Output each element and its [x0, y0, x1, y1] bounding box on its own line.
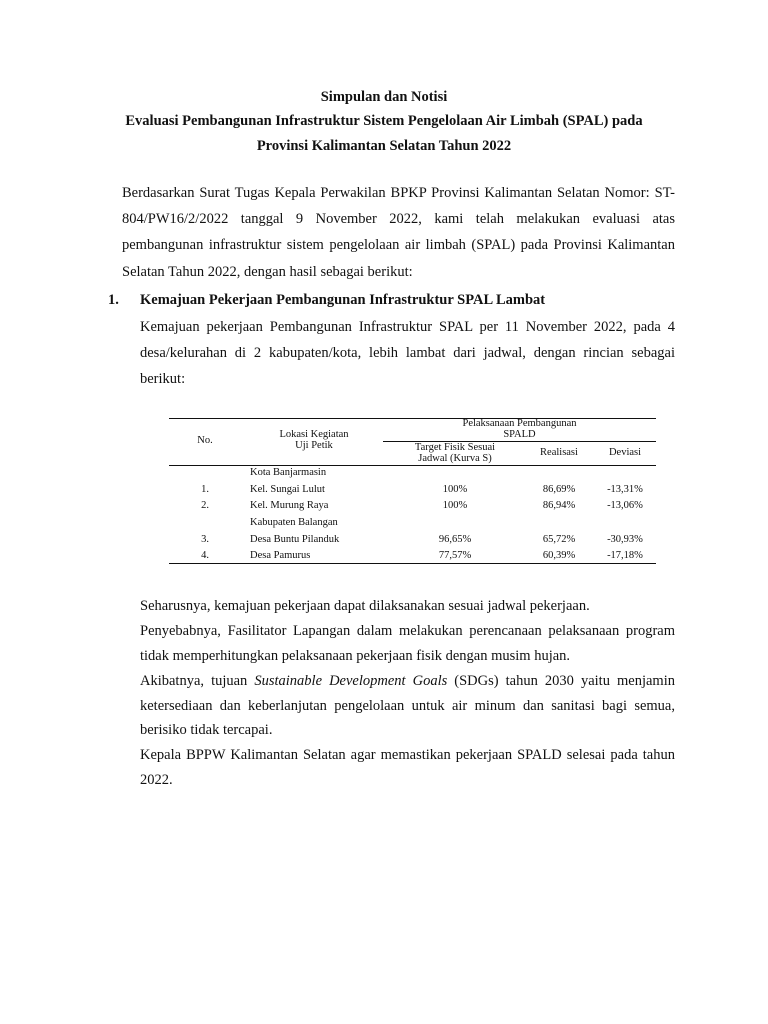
row-lokasi: Desa Buntu Pilanduk	[250, 534, 340, 545]
header-realisasi: Realisasi	[540, 447, 578, 458]
intro-paragraph: Berdasarkan Surat Tugas Kepala Perwakilan BPKP Provinsi Kalimantan Selatan Nomor: ST-804/PW16/2/2022 tanggal 9 November 2022, kami telah melakukan evaluasi atas pembangunan infrastruktur sistem pengelolaan air limbah (SPAL) pada Provinsi Kalimantan Selatan Tahun 2022, dengan hasil sebagai berikut:	[122, 185, 675, 280]
table-bottom-rule	[169, 563, 656, 564]
row-no: 1.	[201, 484, 209, 495]
header-lokasi: Lokasi Kegiatan	[279, 429, 349, 440]
note-3-start: Akibatnya, tujuan	[140, 673, 255, 689]
note-paragraph-4: Kepala BPPW Kalimantan Selatan agar memastikan pekerjaan SPALD selesai pada tahun 2022.	[140, 747, 675, 788]
row-realisasi: 86,94%	[542, 500, 576, 511]
row-no: 3.	[201, 534, 209, 545]
note-paragraph-3	[140, 669, 675, 743]
row-realisasi: 65,72%	[542, 534, 576, 545]
group-label: Kabupaten Balangan	[250, 517, 338, 528]
sdgs-term: Sustainable Development Goals	[254, 673, 448, 689]
header-deviasi: Deviasi	[608, 447, 642, 458]
row-realisasi: 86,69%	[542, 484, 576, 495]
header-pelaksanaan: Pelaksanaan Pembangunan	[462, 418, 577, 429]
document-title: Simpulan dan Notisi	[320, 89, 448, 105]
section-heading: Kemajuan Pekerjaan Pembangunan Infrastruktur SPAL Lambat	[140, 292, 546, 308]
row-deviasi: -30,93%	[607, 534, 643, 545]
row-no: 2.	[201, 500, 209, 511]
section-number: 1.	[108, 292, 119, 308]
header-lokasi-2: Uji Petik	[295, 440, 333, 451]
header-pelaksanaan-2: SPALD	[503, 429, 536, 440]
row-target: 100%	[442, 500, 468, 511]
progress-table	[169, 418, 656, 564]
row-target: 77,57%	[438, 550, 472, 561]
row-lokasi: Desa Pamurus	[250, 550, 311, 561]
header-target: Target Fisik Sesuai	[414, 442, 496, 453]
row-target: 96,65%	[438, 534, 472, 545]
document-subtitle: Evaluasi Pembangunan Infrastruktur Sistem Pengelolaan Air Limbah (SPAL) pada	[125, 113, 643, 129]
header-no: No.	[197, 435, 213, 446]
section-body: Kemajuan pekerjaan Pembangunan Infrastruktur SPAL per 11 November 2022, pada 4 desa/kelurahan di 2 kabupaten/kota, lebih lambat dari jadwal, dengan rincian sebagai berikut:	[140, 319, 675, 388]
note-3-end: (SDGs) tahun 2030 yaitu menjamin ketersediaan dan keberlanjutan pengelolaan untuk air minum dan sanitasi bagi semua, berisiko tidak tercapai.	[140, 673, 675, 738]
row-lokasi: Kel. Sungai Lulut	[250, 484, 325, 495]
note-paragraph-1: Seharusnya, kemajuan pekerjaan dapat dilaksanakan sesuai jadwal pekerjaan.	[140, 598, 590, 614]
note-paragraph-2: Penyebabnya, Fasilitator Lapangan dalam melakukan perencanaan pelaksanaan program tidak memperhitungkan pelaksanaan pekerjaan fisik dengan musim hujan.	[140, 623, 675, 664]
row-deviasi: -13,06%	[607, 500, 643, 511]
group-label: Kota Banjarmasin	[250, 467, 327, 478]
row-lokasi: Kel. Murung Raya	[250, 500, 329, 511]
header-target-2: Jadwal (Kurva S)	[418, 453, 492, 464]
row-target: 100%	[442, 484, 468, 495]
row-deviasi: -17,18%	[607, 550, 643, 561]
table-header-rule	[169, 465, 656, 466]
row-realisasi: 60,39%	[542, 550, 576, 561]
document-subtitle-line2: Provinsi Kalimantan Selatan Tahun 2022	[256, 138, 512, 154]
row-no: 4.	[201, 550, 209, 561]
row-deviasi: -13,31%	[607, 484, 643, 495]
